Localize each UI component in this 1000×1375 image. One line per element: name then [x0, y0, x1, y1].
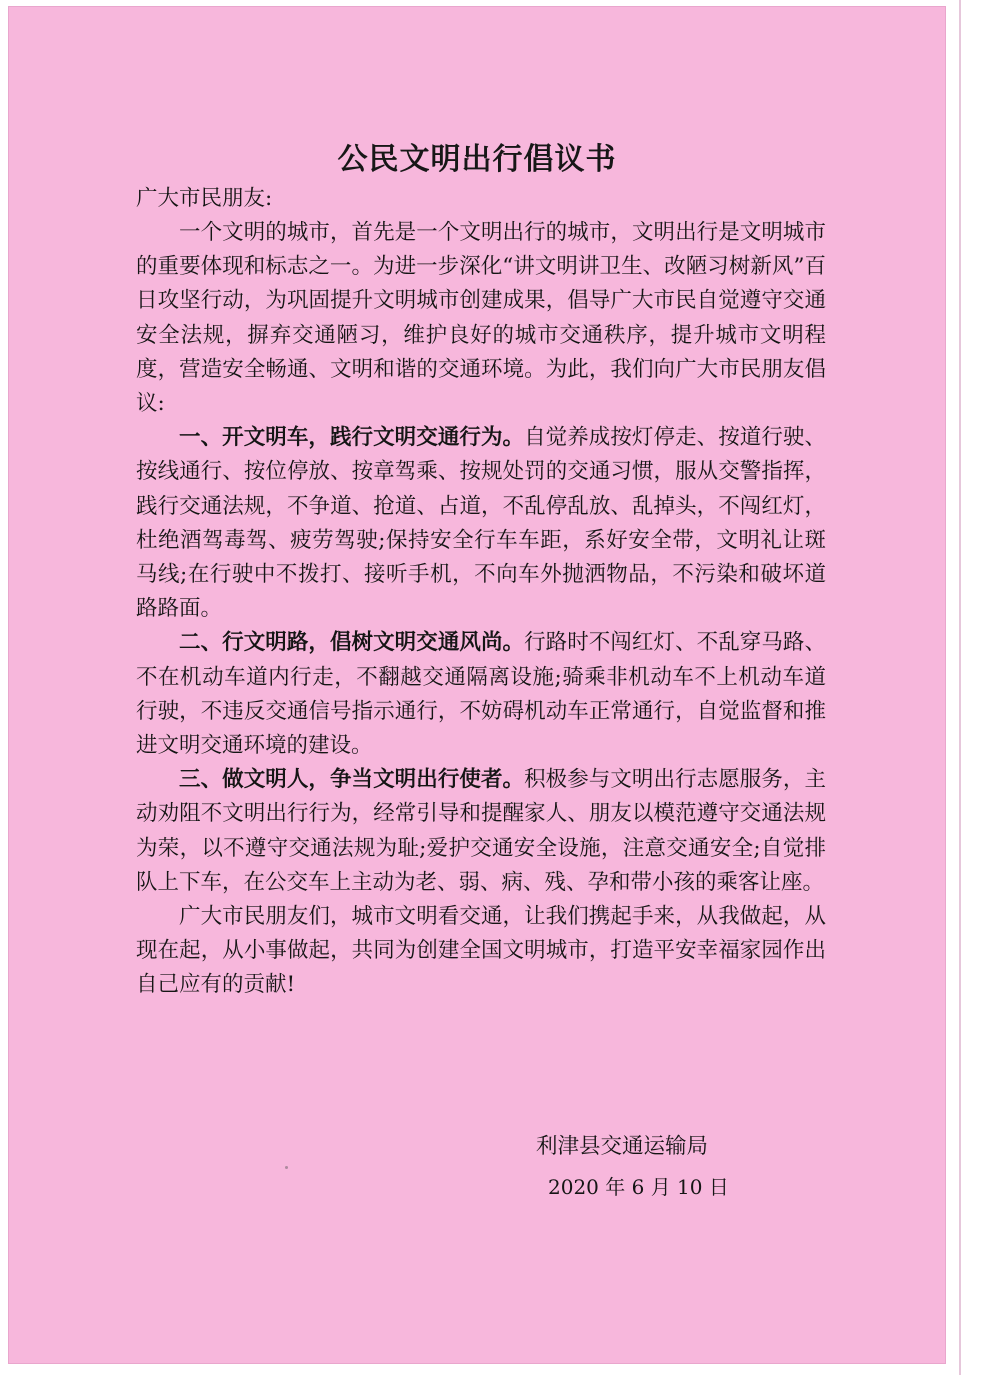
proposal-heading-1: 一、开文明车，践行文明交通行为。 [179, 425, 525, 451]
proposal-heading-2: 二、行文明路，倡树文明交通风尚。 [179, 630, 525, 656]
paper-speck [285, 1166, 288, 1169]
issuer-signature: 利津县交通运输局 [536, 1134, 709, 1159]
document-body [136, 182, 826, 1003]
proposal-paragraph-2 [136, 626, 826, 763]
document-title: 公民文明出行倡议书 [337, 142, 617, 177]
proposal-body-2: 行路时不闯红灯、不乱穿马路、不在机动车道内行走，不翻越交通隔离设施;骑乘非机动车不上机动车道行驶，不违反交通信号指示通行，不妨碍机动车正常通行，自觉监督和推进文明交通环境的建设。 [136, 630, 826, 759]
scan-edge [955, 0, 985, 1375]
greeting: 广大市民朋友: [136, 186, 273, 211]
proposal-body-1: 自觉养成按灯停走、按道行驶、按线通行、按位停放、按章驾乘、按规处罚的交通习惯，服从交警指挥，践行交通法规，不争道、抢道、占道，不乱停乱放、乱掉头，不闯红灯，杜绝酒驾毒驾、疲劳驾驶;保持安全行车车距，系好安全带，文明礼让斑马线;在行驶中不拨打、接听手机，不向车外抛洒物品，不污染和破坏道路路面。 [136, 425, 826, 622]
intro-paragraph: 一个文明的城市，首先是一个文明出行的城市，文明出行是文明城市的重要体现和标志之一。为进一步深化“讲文明讲卫生、改陋习树新风”百日攻坚行动，为巩固提升文明城市创建成果，倡导广大市民自觉遵守交通安全法规，摒弃交通陋习，维护良好的城市交通秩序，提升城市文明程度，营造安全畅通、文明和谐的交通环境。为此，我们向广大市民朋友倡议: [136, 220, 826, 417]
proposal-paragraph-1 [136, 421, 826, 626]
proposal-body-3: 积极参与文明出行志愿服务，主动劝阻不文明出行行为，经常引导和提醒家人、朋友以模范遵守交通法规为荣，以不遵守交通法规为耻;爱护交通安全设施，注意交通安全;自觉排队上下车，在公交车上主动为老、弱、病、残、孕和带小孩的乘客让座。 [136, 767, 826, 895]
document-page [8, 6, 946, 1364]
proposal-paragraph-3 [136, 763, 826, 900]
issue-date: 2020 年 6 月 10 日 [548, 1175, 729, 1199]
proposal-heading-3: 三、做文明人，争当文明出行使者。 [179, 767, 525, 793]
closing-paragraph: 广大市民朋友们，城市文明看交通，让我们携起手来，从我做起，从现在起，从小事做起，共同为创建全国文明城市，打造平安幸福家园作出自己应有的贡献! [136, 904, 826, 998]
